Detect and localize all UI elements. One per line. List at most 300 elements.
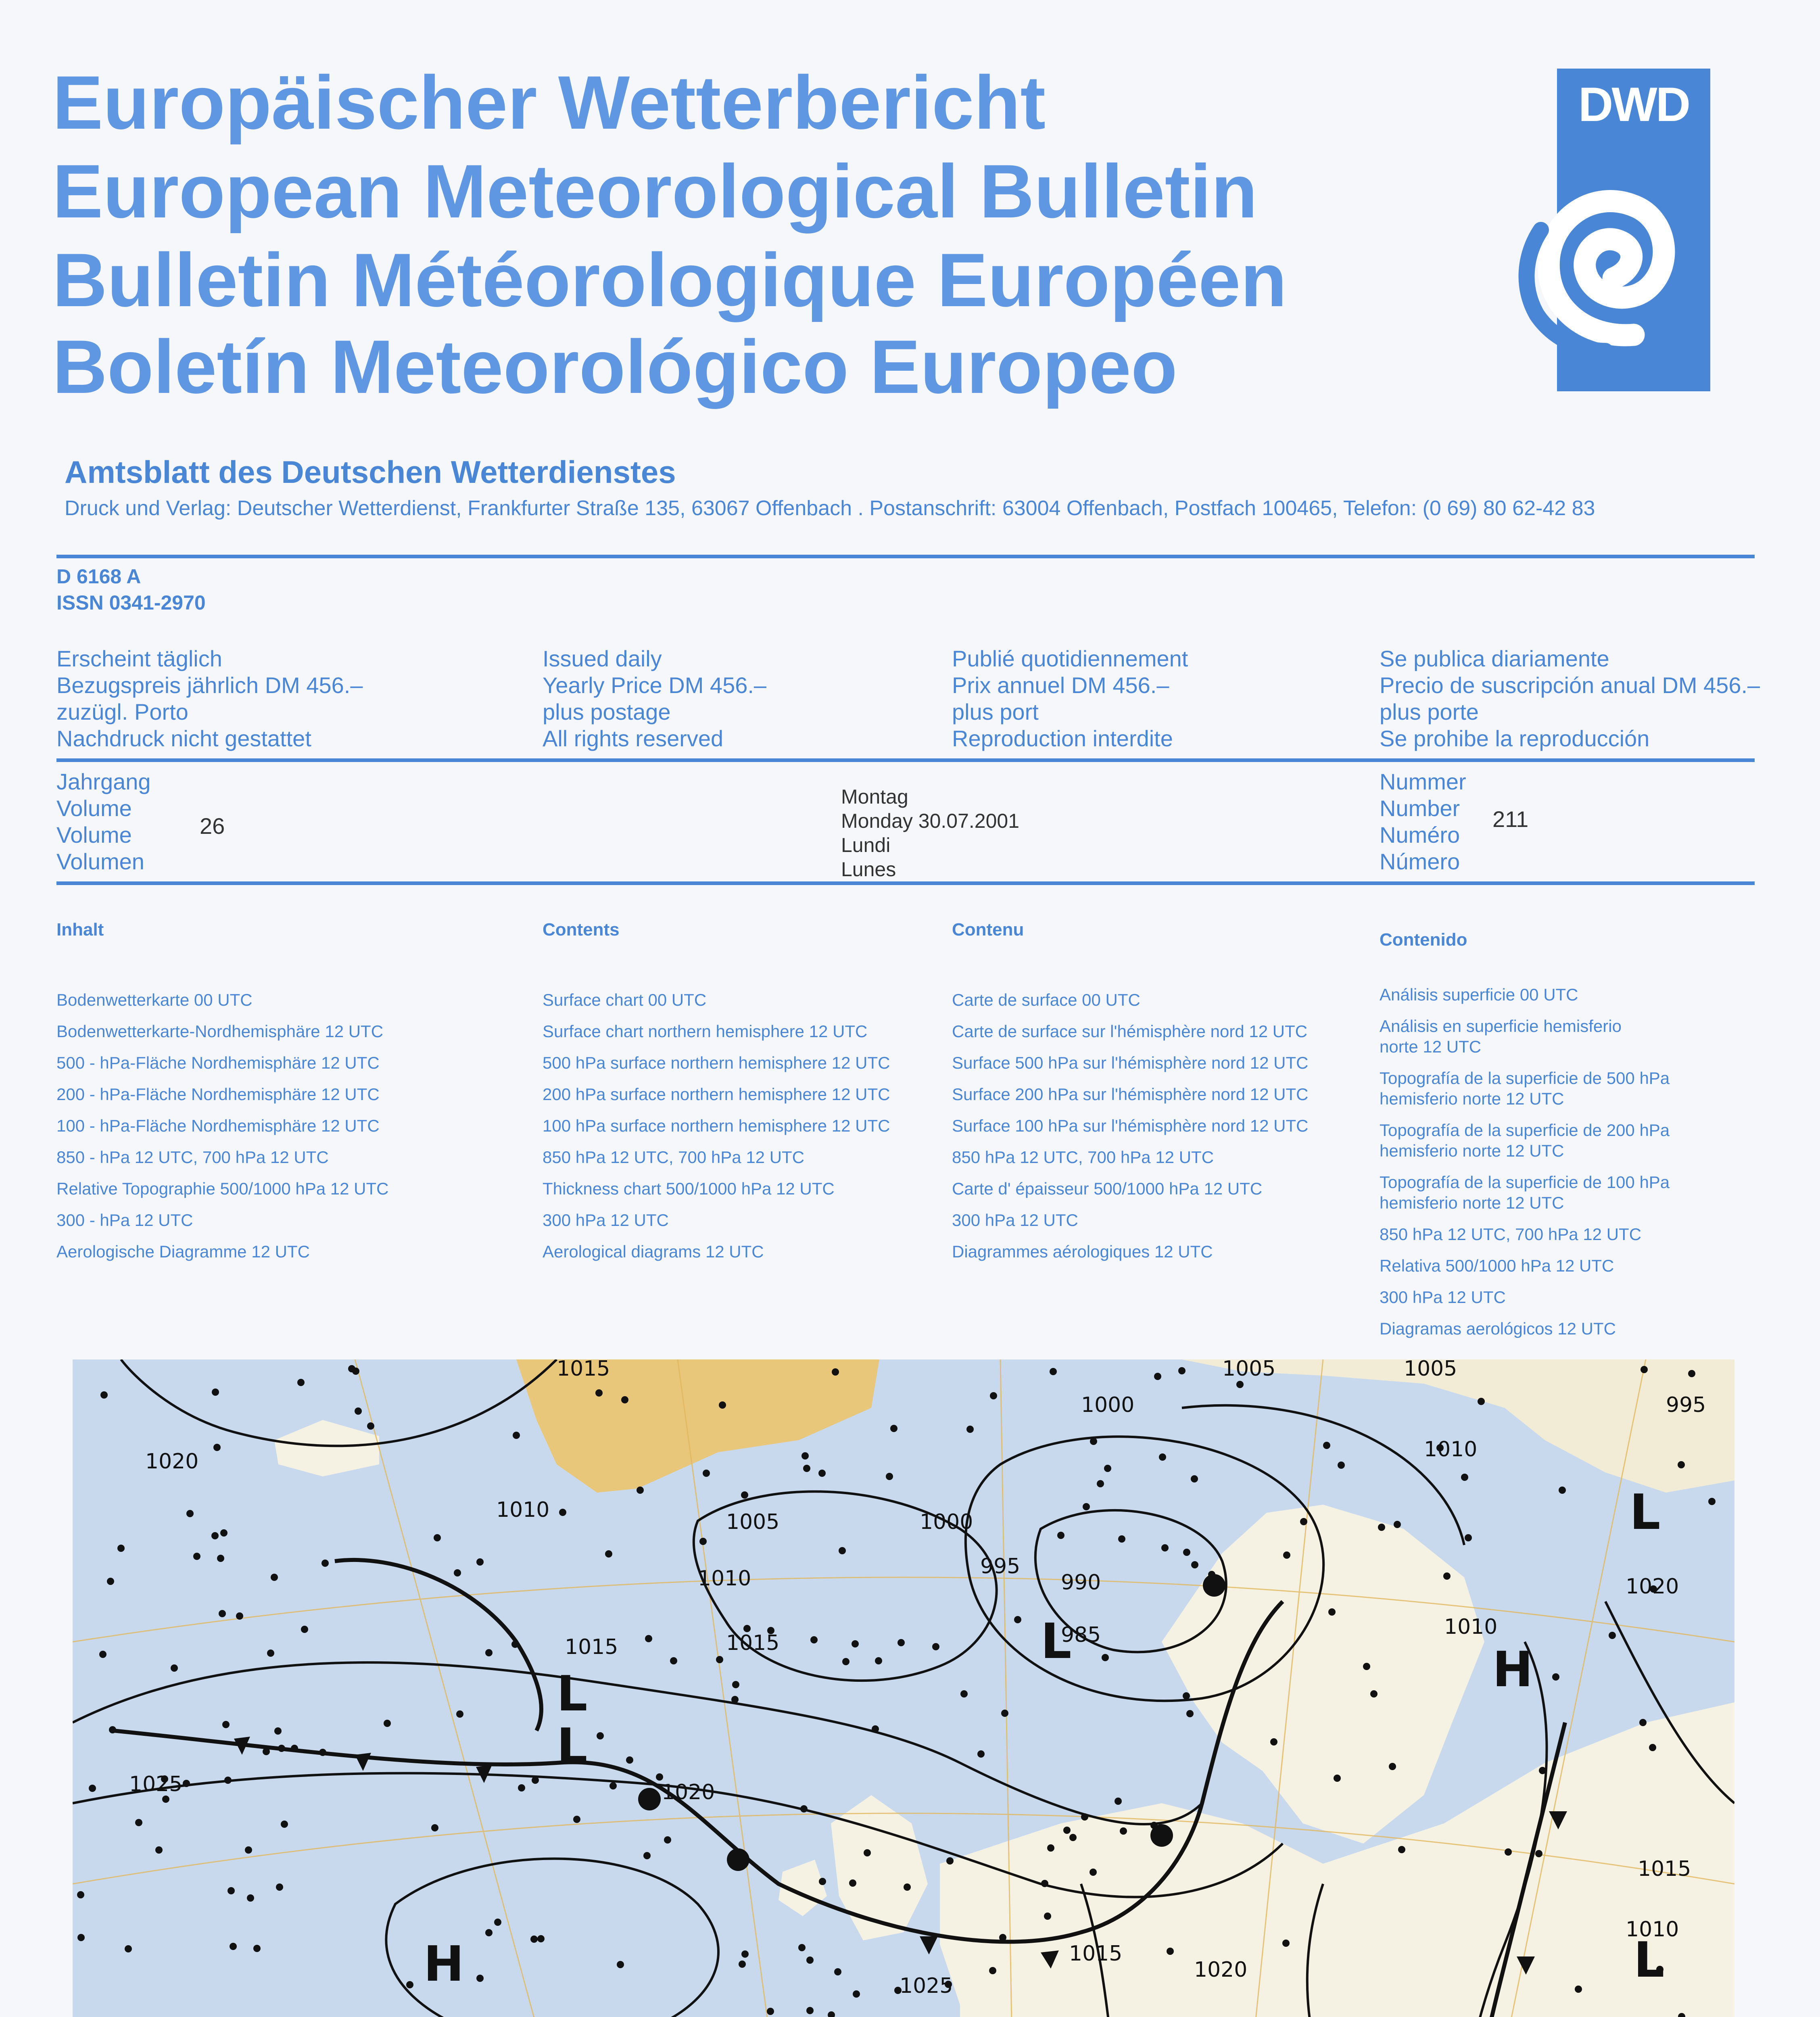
contents-item: Surface chart 00 UTC bbox=[543, 990, 707, 1009]
info-line: Yearly Price DM 456.– bbox=[543, 672, 767, 698]
station-marker bbox=[1461, 1474, 1468, 1481]
station-marker bbox=[319, 1749, 326, 1756]
station-marker bbox=[960, 1690, 968, 1698]
station-marker bbox=[1378, 1524, 1385, 1531]
station-marker bbox=[990, 1392, 997, 1399]
station-marker bbox=[875, 1657, 882, 1664]
station-marker bbox=[1183, 1692, 1190, 1700]
contents-item: 850 - hPa 12 UTC, 700 hPa 12 UTC bbox=[56, 1148, 329, 1167]
isobar-label: 995 bbox=[980, 1554, 1021, 1579]
high-pressure-symbol: H bbox=[424, 1936, 464, 1992]
station-marker bbox=[125, 1945, 132, 1952]
station-marker bbox=[1150, 1822, 1158, 1829]
station-marker bbox=[1609, 1632, 1616, 1639]
isobar-label: 995 bbox=[1666, 1393, 1706, 1417]
station-marker bbox=[1118, 1535, 1125, 1543]
station-marker bbox=[1089, 1869, 1097, 1876]
station-marker bbox=[1236, 1381, 1244, 1388]
station-marker bbox=[297, 1379, 305, 1386]
contents-item: norte 12 UTC bbox=[1380, 1037, 1482, 1056]
station-marker bbox=[1639, 1719, 1647, 1726]
isobar-label: 1015 bbox=[1069, 1942, 1123, 1966]
low-pressure-symbol: L bbox=[1634, 1932, 1665, 1988]
station-marker bbox=[806, 1956, 814, 1964]
station-marker bbox=[897, 1639, 905, 1646]
day-labels bbox=[841, 785, 1019, 881]
station-marker bbox=[1047, 1844, 1054, 1852]
station-marker bbox=[609, 1782, 617, 1789]
d-number: D 6168 A bbox=[56, 565, 141, 588]
contents-item: Aerologische Diagramme 12 UTC bbox=[56, 1242, 310, 1261]
station-marker bbox=[819, 1878, 826, 1885]
contents-item: Surface 100 hPa sur l'hémisphère nord 12 UTC bbox=[952, 1116, 1309, 1135]
station-marker bbox=[281, 1821, 288, 1828]
contents-item: 850 hPa 12 UTC, 700 hPa 12 UTC bbox=[543, 1148, 805, 1167]
low-pressure-symbol: L bbox=[557, 1666, 588, 1722]
issue-info-es bbox=[1380, 645, 1760, 752]
title-german: Europäischer Wetterbericht bbox=[52, 60, 1046, 145]
station-marker bbox=[670, 1657, 677, 1664]
dwd-logo bbox=[1492, 69, 1710, 391]
contents-list-en bbox=[543, 984, 890, 1267]
station-marker bbox=[230, 1943, 237, 1950]
station-marker bbox=[872, 1725, 879, 1733]
station-marker bbox=[699, 1538, 707, 1545]
isobar-label: 1020 bbox=[1626, 1574, 1679, 1599]
day-label: Montag bbox=[841, 785, 908, 808]
station-marker bbox=[966, 1426, 974, 1433]
station-marker bbox=[476, 1558, 484, 1566]
warm-front-semicircle bbox=[727, 1848, 749, 1871]
issue-info-de bbox=[56, 645, 363, 752]
station-marker bbox=[1552, 1673, 1559, 1681]
contents-item: 300 hPa 12 UTC bbox=[543, 1211, 669, 1230]
station-marker bbox=[1505, 1848, 1512, 1856]
station-marker bbox=[494, 1919, 501, 1926]
number-label: Numéro bbox=[1380, 822, 1460, 848]
contents-item: Relative Topographie 500/1000 hPa 12 UTC bbox=[56, 1179, 389, 1198]
dwd-spiral-icon bbox=[1492, 149, 1710, 391]
station-marker bbox=[1363, 1663, 1370, 1670]
station-marker bbox=[109, 1726, 116, 1733]
station-marker bbox=[739, 1961, 746, 1968]
isobar-label: 1020 bbox=[662, 1780, 715, 1804]
station-marker bbox=[803, 1465, 810, 1472]
info-line: plus port bbox=[952, 699, 1039, 725]
station-marker bbox=[656, 1773, 663, 1781]
contents-item: Bodenwetterkarte 00 UTC bbox=[56, 990, 253, 1009]
station-marker bbox=[267, 1650, 274, 1657]
volume-label: Volume bbox=[56, 822, 132, 848]
contents-heading-en: Contents bbox=[543, 920, 620, 940]
isobar-label: 1010 bbox=[1626, 1917, 1679, 1942]
station-marker bbox=[800, 1805, 808, 1812]
low-pressure-symbol: L bbox=[557, 1718, 588, 1775]
station-marker bbox=[155, 1846, 163, 1854]
isobar-label: 1000 bbox=[920, 1510, 973, 1534]
logo-text: DWD bbox=[1578, 77, 1689, 132]
station-marker bbox=[89, 1785, 96, 1792]
station-marker bbox=[1394, 1521, 1401, 1528]
high-pressure-symbol: H bbox=[1492, 1642, 1533, 1698]
station-marker bbox=[135, 1819, 142, 1826]
station-marker bbox=[162, 1796, 169, 1803]
station-marker bbox=[1044, 1913, 1051, 1920]
contents-item: Aerological diagrams 12 UTC bbox=[543, 1242, 764, 1261]
contents-item: 100 hPa surface northern hemisphere 12 UTC bbox=[543, 1116, 890, 1135]
number-label: Número bbox=[1380, 849, 1460, 874]
contents-item: Carte de surface 00 UTC bbox=[952, 990, 1140, 1009]
station-marker bbox=[864, 1849, 871, 1856]
station-marker bbox=[1300, 1518, 1307, 1525]
contents-item: 850 hPa 12 UTC, 700 hPa 12 UTC bbox=[1380, 1225, 1642, 1244]
volume-label: Volume bbox=[56, 796, 132, 821]
station-marker bbox=[213, 1444, 221, 1451]
station-marker bbox=[278, 1745, 285, 1752]
contents-item: Análisis en superficie hemisferio bbox=[1380, 1017, 1622, 1036]
info-line: Erscheint täglich bbox=[56, 646, 222, 671]
station-marker bbox=[989, 1967, 996, 1974]
station-marker bbox=[999, 1934, 1006, 1941]
station-marker bbox=[977, 1750, 985, 1758]
station-marker bbox=[1649, 1744, 1656, 1751]
station-marker bbox=[406, 1981, 413, 1988]
contents-list-de bbox=[56, 984, 388, 1267]
station-marker bbox=[384, 1720, 391, 1727]
station-marker bbox=[77, 1934, 85, 1941]
contents-item: 100 - hPa-Fläche Nordhemisphäre 12 UTC bbox=[56, 1116, 380, 1135]
station-marker bbox=[77, 1891, 84, 1898]
isobar-label: 1005 bbox=[1222, 1359, 1276, 1381]
issue-info-en bbox=[543, 645, 766, 752]
station-marker bbox=[1708, 1498, 1716, 1505]
station-marker bbox=[1465, 1534, 1472, 1541]
contents-item: Surface chart northern hemisphere 12 UTC bbox=[543, 1022, 868, 1041]
station-marker bbox=[1328, 1608, 1336, 1616]
station-marker bbox=[228, 1887, 235, 1894]
day-label: Lundi bbox=[841, 834, 891, 856]
station-marker bbox=[719, 1401, 726, 1409]
isobar-label: 1010 bbox=[698, 1566, 751, 1591]
station-marker bbox=[1001, 1710, 1008, 1717]
station-marker bbox=[626, 1756, 633, 1764]
station-marker bbox=[1102, 1654, 1109, 1661]
station-marker bbox=[1167, 1948, 1174, 1955]
station-marker bbox=[1154, 1373, 1161, 1380]
contents-list-es bbox=[1380, 984, 1670, 1339]
contents-heading-de: Inhalt bbox=[56, 920, 104, 940]
station-marker bbox=[217, 1555, 224, 1562]
station-marker bbox=[834, 1968, 841, 1975]
station-marker bbox=[1115, 1798, 1122, 1805]
station-marker bbox=[186, 1510, 194, 1517]
station-marker bbox=[703, 1470, 710, 1477]
contents-item: 300 hPa 12 UTC bbox=[1380, 1288, 1506, 1307]
contents-item: Topografía de la superficie de 100 hPa bbox=[1380, 1173, 1670, 1192]
station-marker bbox=[1081, 1813, 1088, 1821]
station-marker bbox=[1334, 1775, 1341, 1782]
isobar-label: 1010 bbox=[1424, 1437, 1478, 1462]
station-marker bbox=[1050, 1368, 1057, 1375]
station-marker bbox=[605, 1550, 612, 1558]
issn: ISSN 0341-2970 bbox=[56, 591, 206, 614]
isobar-label: 1010 bbox=[496, 1498, 550, 1522]
station-marker bbox=[1208, 1571, 1215, 1578]
station-marker bbox=[1120, 1827, 1127, 1835]
contents-item: Análisis superficie 00 UTC bbox=[1380, 985, 1578, 1004]
station-marker bbox=[476, 1975, 484, 1982]
isobar-label: 1025 bbox=[900, 1974, 953, 1998]
station-marker bbox=[617, 1961, 624, 1968]
station-marker bbox=[1539, 1767, 1546, 1774]
station-marker bbox=[1069, 1834, 1077, 1841]
contents-item: Carte de surface sur l'hémisphère nord 12 UTC bbox=[952, 1022, 1308, 1041]
station-marker bbox=[731, 1696, 739, 1703]
contents-item: Relativa 500/1000 hPa 12 UTC bbox=[1380, 1256, 1614, 1275]
station-marker bbox=[434, 1534, 441, 1541]
station-marker bbox=[1014, 1616, 1021, 1623]
contents-item: 200 hPa surface northern hemisphere 12 UTC bbox=[543, 1085, 890, 1104]
station-marker bbox=[1283, 1551, 1290, 1559]
station-marker bbox=[946, 1857, 954, 1865]
info-line: Precio de suscripción anual DM 456.– bbox=[1380, 672, 1760, 698]
station-marker bbox=[853, 1990, 860, 1998]
isobar-label: 1005 bbox=[726, 1510, 780, 1534]
contents-item: Diagramas aerológicos 12 UTC bbox=[1380, 1319, 1616, 1338]
station-marker bbox=[511, 1641, 519, 1648]
station-marker bbox=[810, 1636, 818, 1643]
station-marker bbox=[530, 1936, 538, 1943]
title-spanish: Boletín Meteorológico Europeo bbox=[52, 324, 1177, 409]
station-marker bbox=[1097, 1480, 1104, 1487]
contents-item: Diagrammes aérologiques 12 UTC bbox=[952, 1242, 1213, 1261]
station-marker bbox=[645, 1635, 652, 1642]
info-line: Bezugspreis jährlich DM 456.– bbox=[56, 672, 363, 698]
volume-label: Jahrgang bbox=[56, 769, 151, 794]
map-svg bbox=[73, 1359, 1734, 2017]
contents-item: Bodenwetterkarte-Nordhemisphäre 12 UTC bbox=[56, 1022, 384, 1041]
station-marker bbox=[1575, 1986, 1582, 1993]
station-marker bbox=[291, 1745, 298, 1752]
station-marker bbox=[852, 1640, 859, 1647]
issue-date: 30.07.2001 bbox=[918, 810, 1020, 832]
station-marker bbox=[1041, 1880, 1048, 1887]
divider bbox=[56, 555, 1755, 558]
volume-labels bbox=[56, 768, 151, 875]
isobar-label: 985 bbox=[1061, 1623, 1101, 1647]
station-marker bbox=[352, 1368, 359, 1375]
station-marker bbox=[518, 1784, 525, 1791]
station-marker bbox=[732, 1681, 739, 1688]
station-marker bbox=[818, 1470, 826, 1477]
station-marker bbox=[537, 1935, 545, 1942]
station-marker bbox=[716, 1656, 723, 1663]
contents-item: Topografía de la superficie de 500 hPa bbox=[1380, 1069, 1670, 1088]
station-marker bbox=[454, 1569, 461, 1576]
station-marker bbox=[1398, 1846, 1405, 1853]
station-marker bbox=[171, 1664, 178, 1672]
issue-info-fr bbox=[952, 645, 1188, 752]
surface-weather-map bbox=[73, 1359, 1734, 2017]
station-marker bbox=[355, 1407, 362, 1415]
station-marker bbox=[485, 1929, 493, 1936]
station-marker bbox=[839, 1547, 846, 1554]
info-line: Issued daily bbox=[543, 646, 662, 671]
low-pressure-symbol: L bbox=[1041, 1614, 1072, 1670]
station-marker bbox=[637, 1487, 644, 1494]
contents-item: hemisferio norte 12 UTC bbox=[1380, 1141, 1564, 1160]
contents-item: Thickness chart 500/1000 hPa 12 UTC bbox=[543, 1179, 835, 1198]
number-label: Nummer bbox=[1380, 769, 1466, 794]
contents-item: Surface 200 hPa sur l'hémisphère nord 12 UTC bbox=[952, 1085, 1309, 1104]
station-marker bbox=[1678, 1461, 1685, 1468]
contents-item: Carte d' épaisseur 500/1000 hPa 12 UTC bbox=[952, 1179, 1263, 1198]
contents-heading-fr: Contenu bbox=[952, 920, 1024, 940]
station-marker bbox=[1159, 1453, 1166, 1461]
station-marker bbox=[224, 1777, 232, 1784]
day-label: Monday bbox=[841, 810, 913, 832]
info-line: All rights reserved bbox=[543, 726, 724, 751]
station-marker bbox=[597, 1732, 604, 1739]
isobar-label: 1015 bbox=[565, 1635, 618, 1659]
station-marker bbox=[245, 1846, 252, 1854]
station-marker bbox=[513, 1432, 520, 1439]
station-marker bbox=[1688, 1370, 1695, 1377]
contents-item: hemisferio norte 12 UTC bbox=[1380, 1089, 1564, 1108]
day-label: Lunes bbox=[841, 858, 896, 881]
station-marker bbox=[1535, 1850, 1542, 1857]
info-line: Nachdruck nicht gestattet bbox=[56, 726, 311, 751]
title-english: European Meteorological Bulletin bbox=[52, 149, 1258, 234]
station-marker bbox=[798, 1944, 806, 1951]
station-marker bbox=[456, 1710, 463, 1718]
divider bbox=[56, 758, 1755, 762]
isobar-label: 990 bbox=[1061, 1570, 1101, 1595]
station-marker bbox=[1183, 1549, 1190, 1556]
station-marker bbox=[1161, 1544, 1169, 1551]
station-marker bbox=[485, 1649, 493, 1656]
contents-list-fr bbox=[952, 984, 1308, 1267]
station-marker bbox=[767, 2008, 774, 2015]
isobar-label: 1000 bbox=[1081, 1393, 1135, 1417]
number-labels bbox=[1380, 768, 1466, 875]
station-marker bbox=[222, 1721, 230, 1728]
station-marker bbox=[274, 1727, 282, 1735]
contents-heading-es: Contenido bbox=[1380, 930, 1467, 950]
info-line: zuzügl. Porto bbox=[56, 699, 188, 725]
station-marker bbox=[849, 1879, 856, 1887]
station-marker bbox=[595, 1389, 603, 1397]
station-marker bbox=[1559, 1487, 1566, 1494]
station-marker bbox=[573, 1816, 580, 1823]
station-marker bbox=[321, 1560, 329, 1567]
station-marker bbox=[559, 1509, 566, 1516]
station-marker bbox=[1443, 1572, 1451, 1580]
station-marker bbox=[253, 1945, 261, 1952]
contents-item: Surface 500 hPa sur l'hémisphère nord 12 UTC bbox=[952, 1053, 1309, 1072]
station-marker bbox=[1282, 1940, 1290, 1947]
contents-item: 300 - hPa 12 UTC bbox=[56, 1211, 193, 1230]
isobar-label: 1020 bbox=[145, 1449, 199, 1474]
station-marker bbox=[1178, 1367, 1186, 1374]
station-marker bbox=[431, 1824, 438, 1831]
station-marker bbox=[1338, 1462, 1345, 1469]
station-marker bbox=[1104, 1465, 1111, 1472]
publisher-name: Amtsblatt des Deutschen Wetterdienstes bbox=[65, 454, 676, 490]
station-marker bbox=[832, 1368, 839, 1376]
station-marker bbox=[1191, 1475, 1198, 1482]
contents-item: 200 - hPa-Fläche Nordhemisphäre 12 UTC bbox=[56, 1085, 380, 1104]
station-marker bbox=[367, 1422, 374, 1430]
station-marker bbox=[263, 1748, 270, 1755]
info-line: plus postage bbox=[543, 699, 671, 725]
station-marker bbox=[1370, 1690, 1378, 1698]
isobar-label: 1005 bbox=[1404, 1359, 1457, 1381]
isobar-label: 1015 bbox=[726, 1631, 780, 1655]
volume-label: Volumen bbox=[56, 849, 144, 874]
contents-item: 300 hPa 12 UTC bbox=[952, 1211, 1078, 1230]
info-line: Publié quotidiennement bbox=[952, 646, 1188, 671]
isobar-label: 1025 bbox=[129, 1772, 183, 1796]
station-marker bbox=[107, 1578, 114, 1585]
station-marker bbox=[99, 1651, 106, 1658]
station-marker bbox=[904, 1883, 911, 1891]
title-french: Bulletin Météorologique Européen bbox=[52, 238, 1287, 322]
publisher-address: Druck und Verlag: Deutscher Wetterdienst, Frankfurter Straße 135, 63067 Offenbach . Postanschrift: 63004 Offenbach, Postfach 100465, Telefon: (0 69) 80 62-42 83 bbox=[65, 497, 1595, 520]
station-marker bbox=[1641, 1366, 1648, 1373]
station-marker bbox=[1186, 1710, 1194, 1717]
station-marker bbox=[219, 1610, 226, 1617]
station-marker bbox=[932, 1643, 939, 1650]
contents-item: 500 - hPa-Fläche Nordhemisphäre 12 UTC bbox=[56, 1053, 380, 1072]
isobar-label: 1020 bbox=[1194, 1958, 1248, 1982]
station-marker bbox=[801, 1452, 809, 1460]
station-marker bbox=[806, 2007, 814, 2014]
station-marker bbox=[532, 1777, 539, 1784]
station-marker bbox=[183, 1780, 190, 1787]
station-marker bbox=[236, 1612, 243, 1620]
station-marker bbox=[741, 1491, 748, 1499]
station-marker bbox=[276, 1883, 283, 1891]
station-marker bbox=[117, 1545, 125, 1552]
number-label: Number bbox=[1380, 796, 1460, 821]
station-marker bbox=[193, 1553, 200, 1560]
station-marker bbox=[664, 1836, 671, 1844]
station-marker bbox=[741, 1950, 749, 1958]
station-marker bbox=[100, 1391, 108, 1399]
station-marker bbox=[1083, 1503, 1090, 1510]
low-pressure-symbol: L bbox=[1630, 1485, 1661, 1541]
station-marker bbox=[301, 1626, 308, 1633]
station-marker bbox=[643, 1852, 651, 1859]
station-marker bbox=[842, 1658, 849, 1665]
info-line: plus porte bbox=[1380, 699, 1479, 725]
station-marker bbox=[1191, 1561, 1198, 1568]
station-marker bbox=[886, 1473, 893, 1480]
contents-item: hemisferio norte 12 UTC bbox=[1380, 1193, 1564, 1212]
station-marker bbox=[1389, 1763, 1396, 1770]
station-marker bbox=[1270, 1738, 1277, 1746]
isobar-label: 1010 bbox=[1444, 1615, 1498, 1639]
station-marker bbox=[1323, 1442, 1330, 1449]
info-line: Se publica diariamente bbox=[1380, 646, 1609, 671]
station-marker bbox=[271, 1574, 278, 1581]
station-marker bbox=[1478, 1398, 1485, 1405]
station-marker bbox=[212, 1389, 219, 1396]
contents-item: 500 hPa surface northern hemisphere 12 UTC bbox=[543, 1053, 890, 1072]
info-line: Reproduction interdite bbox=[952, 726, 1173, 751]
station-marker bbox=[890, 1425, 897, 1432]
